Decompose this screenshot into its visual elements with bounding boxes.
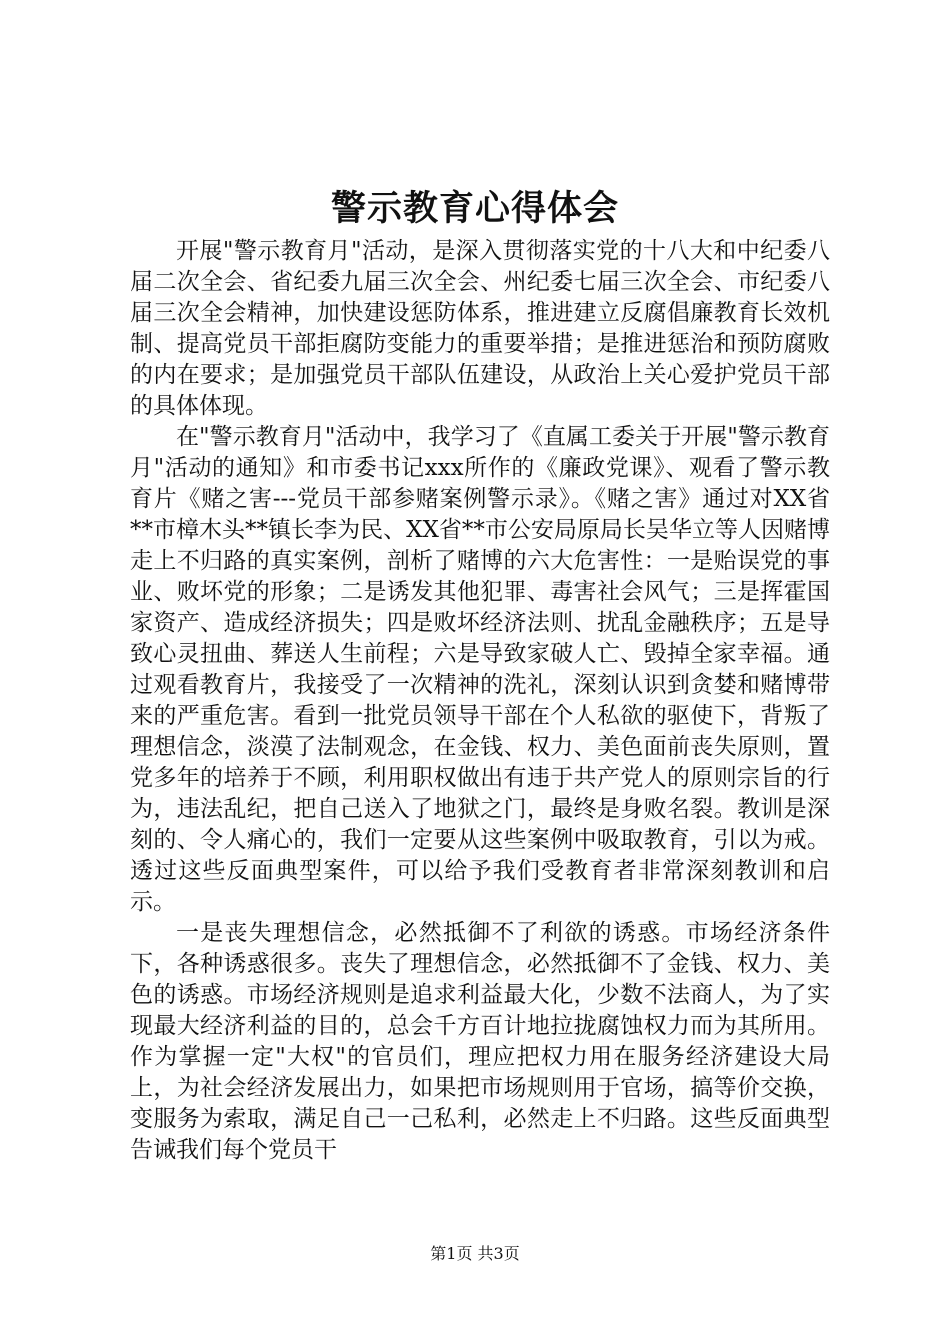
body-paragraph: 开展"警示教育月"活动，是深入贯彻落实党的十八大和中纪委八届二次全会、省纪委九届三次全会、州纪委七届三次全会、市纪委八届三次全会精神，加快建设惩防体系，推进建立反腐倡廉教育长效机制、提高党员干部拒腐防变能力的重要举措；是推进惩治和预防腐败的内在要求；是加强党员干部队伍建设，从政治上关心爱护党员干部的具体体现。 [130,238,830,419]
document-body [130,236,830,1166]
body-paragraph: 在"警示教育月"活动中，我学习了《直属工委关于开展"警示教育月"活动的通知》和市委书记xxx所作的《廉政党课》、观看了警示教育片《赌之害---党员干部参赌案例警示录》。《赌之害》通过对XX省**市樟木头**镇长李为民、XX省**市公安局原局长吴华立等人因赌博走上不归路的真实案例，剖析了赌博的六大危害性：一是贻误党的事业、败坏党的形象；二是诱发其他犯罪、毒害社会风气；三是挥霍国家资产、造成经济损失；四是败坏经济法则、扰乱金融秩序；五是导致心灵扭曲、葬送人生前程；六是导致家破人亡、毁掉全家幸福。通过观看教育片，我接受了一次精神的洗礼，深刻认识到贪婪和赌博带来的严重危害。看到一批党员领导干部在个人私欲的驱使下，背叛了理想信念，淡漠了法制观念，在金钱、权力、美色面前丧失原则，置党多年的培养于不顾，利用职权做出有违于共产党人的原则宗旨的行为，违法乱纪，把自己送入了地狱之门，最终是身败名裂。教训是深刻的、令人痛心的，我们一定要从这些案例中吸取教育，引以为戒。透过这些反面典型案件，可以给予我们受教育者非常深刻教训和启示。 [130,424,830,915]
document-title: 警示教育心得体会 [330,189,619,229]
page-number-footer: 第1页 共3页 [430,1244,520,1263]
body-paragraph: 一是丧失理想信念，必然抵御不了利欲的诱惑。市场经济条件下，各种诱惑很多。丧失了理想信念，必然抵御不了金钱、权力、美色的诱惑。市场经济规则是追求利益最大化，少数不法商人，为了实现最大经济利益的目的，总会千方百计地拉拢腐蚀权力而为其所用。作为掌握一定"大权"的官员们，理应把权力用在服务经济建设大局上，为社会经济发展出力，如果把市场规则用于官场，搞等价交换，变服务为索取，满足自己一己私利，必然走上不归路。这些反面典型告诫我们每个党员干 [130,920,830,1163]
